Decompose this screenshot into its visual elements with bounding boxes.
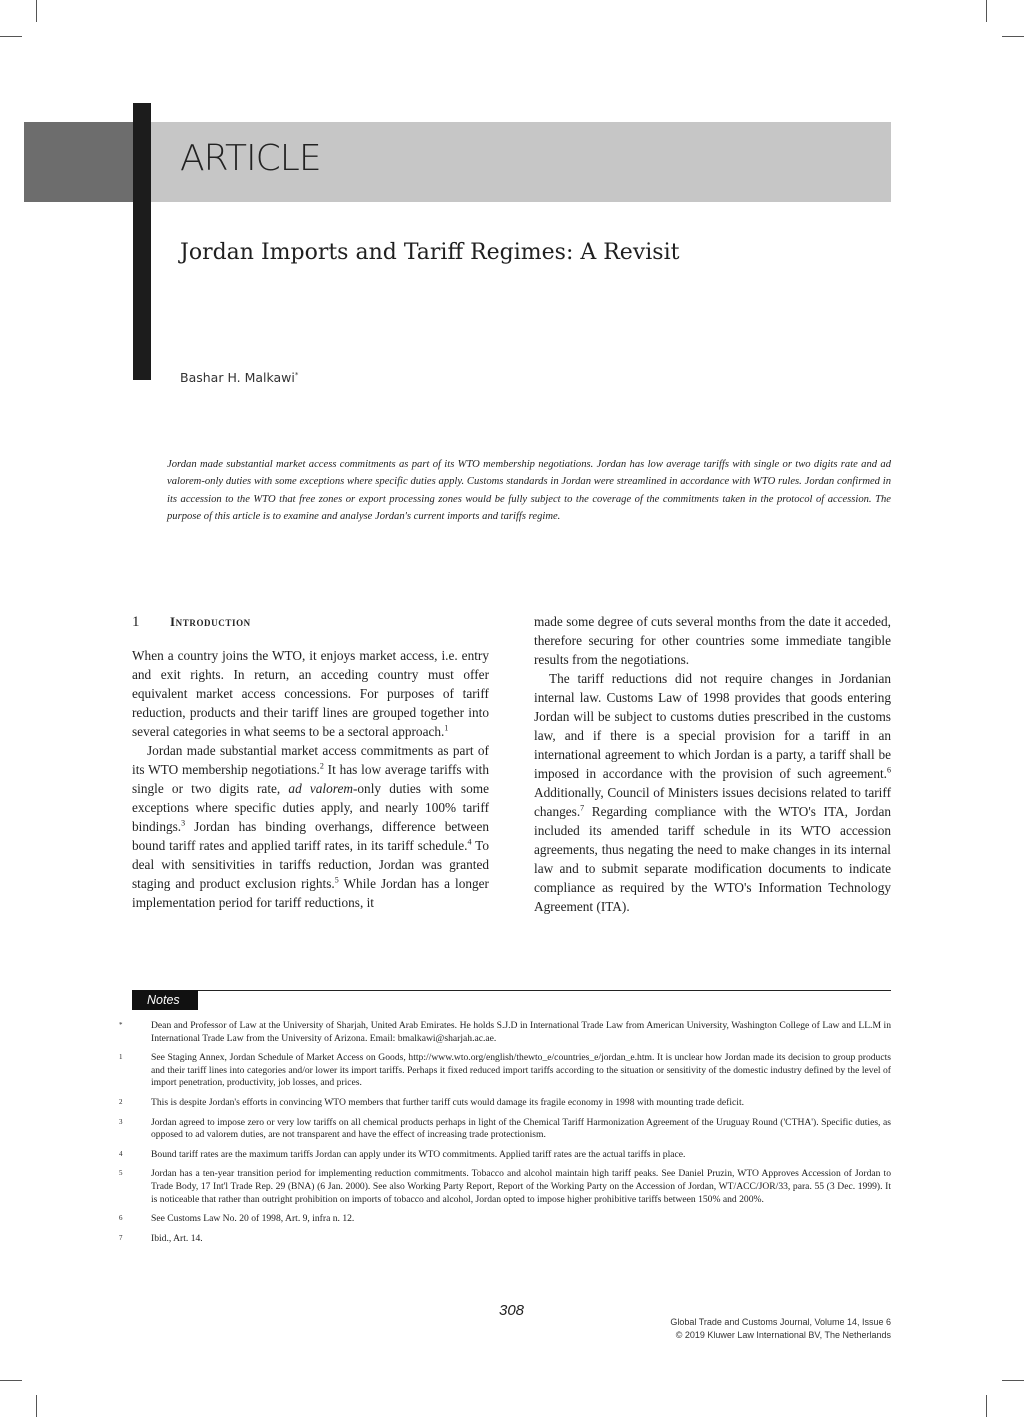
crop-mark: [1002, 36, 1024, 37]
footnote-mark: 4: [119, 1149, 123, 1158]
footnote-ref: 2: [319, 761, 324, 771]
author-line: [180, 370, 298, 385]
crop-mark: [1002, 1380, 1024, 1381]
paragraph-text: Jordan made substantial market access commitments as part of its WTO membership negotiations.: [132, 743, 489, 777]
footnote: [119, 1097, 891, 1110]
crop-mark: [36, 1395, 37, 1417]
paragraph-text: When a country joins the WTO, it enjoys market access, i.e. entry and exit rights. In return, an acceding country must offer equivalent market access concessions. For purposes of tariff reduction, products and their tariff lines are grouped together into several categories in what seems to be a sectoral approach.: [132, 648, 489, 739]
section-heading: [132, 612, 489, 632]
journal-citation: Global Trade and Customs Journal, Volume 14, Issue 6: [670, 1317, 891, 1327]
article-vertical-bar: [133, 103, 151, 380]
author-name: Bashar H. Malkawi: [180, 370, 295, 385]
paragraph-text: Additionally, Council of Ministers issues decisions related to tariff changes.: [534, 785, 891, 819]
article-banner-shade: [24, 122, 133, 202]
crop-mark: [0, 1380, 22, 1381]
notes-rule: [132, 990, 891, 991]
paragraph-text: It has low average tariffs with single or two digits rate,: [132, 762, 490, 796]
paragraph-text: Regarding compliance with the WTO's ITA, Jordan included its amended tariff schedule in its WTO accession agreements, thus negating the need to make changes in its internal law and to submit separate modification documents to indicate compliance as required by the WTO's Information Technology Agreement (ITA).: [534, 804, 891, 914]
article-label: ARTICLE: [180, 138, 321, 179]
footnote: [119, 1213, 891, 1226]
section-number: 1: [132, 614, 140, 630]
footnote-ref: 4: [467, 837, 472, 847]
footnote: [119, 1052, 891, 1090]
paragraph-text: The tariff reductions did not require changes in Jordanian internal law. Customs Law of 1998 provides that goods entering Jordan will be subject to customs duties prescribed in the customs law, and if there is a special provision for a tariff in an international agreement to which Jordan is a party, a tariff shall be imposed in accordance with the provision of such agreement.: [534, 671, 891, 781]
footnote-text: Bound tariff rates are the maximum tariffs Jordan can apply under its WTO commitments. Applied tariff rates are the actual tariffs in place.: [151, 1148, 686, 1160]
paragraph: [132, 741, 489, 912]
paragraph: [132, 646, 489, 741]
footnote: [119, 1168, 891, 1206]
journal-info: [670, 1316, 891, 1342]
footnote-mark: 1: [119, 1053, 123, 1062]
paragraph: [534, 669, 891, 916]
body-column-right: [534, 612, 891, 916]
italic-term: ad valorem: [288, 781, 353, 796]
footnote-text: See Customs Law No. 20 of 1998, Art. 9, infra n. 12.: [151, 1213, 355, 1225]
footnote-ref: 5: [334, 875, 339, 885]
footnote-text: Jordan has a ten-year transition period for implementing reduction commitments. Tobacco and alcohol maintain high tariff peaks. See Daniel Pruzin, WTO Approves Accession of Jordan to Trade Body, 17 Int'l Trade Rep. 29 (BNA) (6 Jan. 2000). See also Working Party Report, Report of the Working Party on the Accession of Jordan, WT/ACC/JOR/33, para. 55 (3 Dec. 1999). It is noticeable that rather than outright prohibition on imports of tobacco and alcohol, Jordan opted to impose higher prohibitive tariffs between 150% and 200%.: [151, 1168, 891, 1205]
footnote-text: See Staging Annex, Jordan Schedule of Market Access on Goods, http://www.wto.org/english/thewto_e/countries_e/jordan_e.htm. It is unclear how Jordan made its decision to group products and their tariff lines into categories and/or lower its import tariffs. Perhaps it fixed reduced import tariffs according to the situation or sensitivity of the domestic industry defined by the level of import penetration, productivity, job losses, and prices.: [151, 1052, 891, 1089]
footnote: [119, 1233, 891, 1246]
footnote: [119, 1020, 891, 1045]
crop-mark: [36, 0, 37, 22]
footnote: [119, 1117, 891, 1142]
footnote-ref: 6: [887, 765, 891, 775]
footnotes: [119, 1020, 891, 1252]
crop-mark: [986, 1395, 987, 1417]
paragraph-text: While Jordan has a longer implementation period for tariff reductions, it: [132, 876, 489, 910]
footnote-mark: 6: [119, 1214, 123, 1223]
paragraph-text: To deal with sensitivities in tariffs reduction, Jordan was granted staging and product exclusion rights.: [132, 838, 489, 891]
footnote-mark: 3: [119, 1117, 123, 1126]
paragraph-text: Jordan has binding overhangs, difference between bound tariff rates and applied tariff rates, in its tariff schedule.: [132, 819, 489, 853]
crop-mark: [0, 36, 22, 37]
article-title: Jordan Imports and Tariff Regimes: A Revisit: [180, 240, 680, 265]
author-footnote-mark: *: [294, 370, 299, 379]
section-title: Introduction: [170, 614, 251, 629]
footnote-text: Jordan agreed to impose zero or very low tariffs on all chemical products perhaps in light of the Chemical Tariff Harmonization Agreement of the Uruguay Round ('CTHA'). Specific duties, as opposed to ad valorem duties, are not transparent and have the effect of increasing trade protectionism.: [151, 1116, 891, 1141]
footnote-mark: 2: [119, 1097, 123, 1106]
footnote-ref: 7: [580, 803, 585, 813]
footnote-text: This is despite Jordan's efforts in convincing WTO members that further tariff cuts would damage its fragile economy in 1998 with mounting trade deficit.: [151, 1096, 745, 1108]
footnote-ref: 3: [181, 818, 186, 828]
notes-label: Notes: [132, 990, 198, 1010]
footnote-mark: 5: [119, 1169, 123, 1178]
article-banner: [24, 122, 891, 202]
body-column-left: [132, 612, 489, 912]
footnote-mark: *: [119, 1021, 123, 1029]
abstract: Jordan made substantial market access commitments as part of its WTO membership negotiations. Jordan has low average tariffs with single or two digits rate and ad valorem-only duties with some exceptions where specific duties apply. Customs standards in Jordan were streamlined in accordance with WTO rules. Jordan confirmed in its accession to the WTO that free zones or export processing zones would be fully subject to the coverage of the commitments taken in the protocol of accession. The purpose of this article is to examine and analyse Jordan's current imports and tariffs regime.: [167, 459, 891, 523]
crop-mark: [986, 0, 987, 22]
footnote-ref: 1: [444, 723, 449, 733]
footnote-text: Ibid., Art. 14.: [151, 1232, 203, 1244]
page-number: 308: [499, 1302, 525, 1319]
paragraph-text: -only duties with some exceptions where specific duties apply, and nearly 100% tariff bindings.: [132, 781, 489, 834]
footnote-mark: 7: [119, 1233, 123, 1242]
copyright-line: © 2019 Kluwer Law International BV, The Netherlands: [675, 1330, 891, 1340]
footnote: [119, 1149, 891, 1162]
paragraph: made some degree of cuts several months from the date it acceded, therefore securing for other countries some immediate tangible results from the negotiations.: [534, 614, 891, 667]
footnote-text: Dean and Professor of Law at the University of Sharjah, United Arab Emirates. He holds S.J.D in International Trade Law from American University, Washington College of Law and LL.M in International Trade Law from the University of Arizona. Email: bmalkawi@sharjah.ac.ae.: [151, 1020, 891, 1044]
